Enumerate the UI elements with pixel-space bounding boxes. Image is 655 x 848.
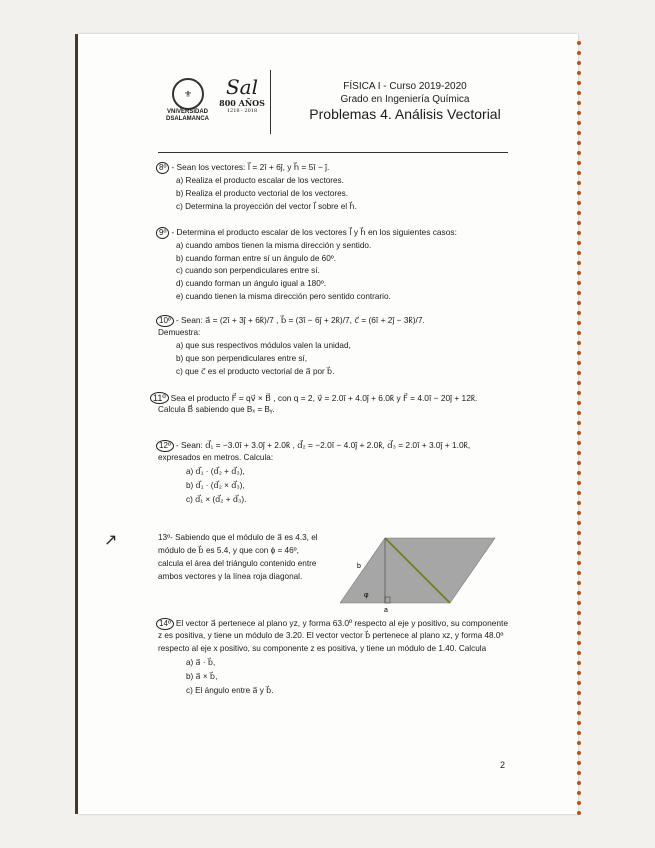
- problem-13-line1: 13º- Sabiendo que el módulo de a⃗ es 4.3, el: [158, 533, 318, 542]
- label-b: b: [357, 563, 361, 570]
- problem-number: 11º: [150, 392, 169, 404]
- anniversary-logo: Sal 800 AÑOS 1218 - 2018: [219, 75, 265, 114]
- problem-9-a: a) cuando ambos tienen la misma dirección y sentido.: [176, 241, 372, 250]
- page-title: Problemas 4. Análisis Vectorial: [309, 106, 501, 122]
- problem-11: 11º Sea el producto F⃗ = qv⃗ × B⃗ , con q = 2, v⃗ = 2.0î + 4.0ĵ + 6.0k̂ y F⃗ = 4.0î − 20ĵ + 12k̂.: [150, 392, 477, 404]
- problem-14: 14º El vector a⃗ pertenece al plano yz, y forma 63.0º respecto al eje y positivo, su componente: [156, 618, 508, 630]
- header-rule: [158, 152, 508, 153]
- problem-number: 9º: [156, 227, 169, 239]
- label-a: a: [384, 607, 388, 613]
- problem-number: 10º: [156, 315, 174, 327]
- problem-13-line4: ambos vectores y la línea roja diagonal.: [158, 572, 303, 581]
- problem-12-b: b) d⃗₁ · (d⃗₂ × d⃗₃),: [186, 481, 245, 490]
- university-name: VNiVERSiDAD DSALAMANCA: [166, 109, 209, 122]
- problem-9: 9º - Determina el producto escalar de los vectores l⃗ y h⃗ en los siguientes casos:: [156, 227, 457, 239]
- problem-11-line2: Calcula B⃗ sabiendo que Bₓ = Bᵧ.: [158, 405, 275, 414]
- problem-number: 12º: [156, 440, 174, 452]
- parallelogram-diagram: [340, 533, 500, 613]
- problem-10-c: c) que c⃗ es el producto vectorial de a⃗ por b⃗.: [176, 367, 335, 376]
- problem-10-a: a) que sus respectivos módulos valen la unidad,: [176, 341, 351, 350]
- label-phi: φ: [364, 592, 369, 599]
- problem-13-line3: calcula el área del triángulo contenido entre: [158, 559, 317, 568]
- problem-14-line3: respecto al eje x positivo, su componente z es positiva, y tiene un módulo de 1.40. Calcula: [158, 644, 487, 653]
- problem-12-line2: expresados en metros. Calcula:: [158, 453, 274, 462]
- problem-13-line2: módulo de b⃗ es 5.4, y que con ϕ = 46º,: [158, 546, 299, 555]
- problem-12-c: c) d⃗₁ × (d⃗₂ + d⃗₃).: [186, 495, 247, 504]
- degree-name: Grado en Ingeniería Química: [340, 94, 470, 105]
- problem-12-a: a) d⃗₁ · (d⃗₂ + d⃗₃),: [186, 467, 245, 476]
- problem-10-demuestra: Demuestra:: [158, 328, 201, 337]
- perforation-dots: [575, 38, 583, 818]
- problem-9-c: c) cuando son perpendiculares entre sí.: [176, 266, 320, 275]
- problem-8: 8º - Sean los vectores: l⃗ = 2î + 6ĵ, y h⃗ = 5î − ĵ.: [156, 162, 329, 174]
- problem-10: 10º - Sean: a⃗ = (2î + 3ĵ + 6k̂)/7 , b⃗ = (3î − 6ĵ + 2k̂)/7, c⃗ = (6î + 2ĵ − 3k̂)/7.: [156, 315, 425, 327]
- page-number: 2: [500, 760, 506, 770]
- problem-14-a: a) a⃗ · b⃗,: [186, 658, 216, 667]
- problem-9-e: e) cuando tienen la misma dirección pero sentido contrario.: [176, 292, 391, 301]
- problem-number: 8º: [156, 162, 169, 174]
- handwritten-arrow-icon: ↗: [104, 532, 118, 549]
- course-name: FÍSICA I - Curso 2019-2020: [343, 81, 467, 92]
- paper-sheet: [78, 34, 578, 814]
- problem-9-b: b) cuando forman entre sí un ángulo de 60º.: [176, 254, 337, 263]
- problem-8-b: b) Realiza el producto vectorial de los vectores.: [176, 189, 349, 198]
- problem-12: 12º - Sean: d⃗₁ = −3.0î + 3.0ĵ + 2.0k̂ , d⃗₂ = −2.0î − 4.0ĵ + 2.0k̂, d⃗₃ = 2.0î + 3.0ĵ + 1.0k̂,: [156, 440, 470, 452]
- problem-number: 14º: [156, 618, 174, 630]
- problem-8-c: c) Determina la proyección del vector l⃗ sobre el h⃗.: [176, 202, 357, 211]
- problem-9-d: d) cuando forman un ángulo igual a 180º.: [176, 279, 327, 288]
- header-divider: [270, 70, 271, 134]
- problem-14-b: b) a⃗ × b⃗,: [186, 672, 218, 681]
- problem-8-a: a) Realiza el producto escalar de los vectores.: [176, 176, 344, 185]
- university-seal-icon: ⚜: [172, 78, 204, 110]
- problem-10-b: b) que son perpendiculares entre sí,: [176, 354, 308, 363]
- problem-14-line2: z es positiva, y tiene un módulo de 3.20. El vector vector b⃗ pertenece al plano xz, y forma 48.0º: [158, 631, 504, 640]
- problem-14-c: c) El ángulo entre a⃗ y b⃗.: [186, 686, 274, 695]
